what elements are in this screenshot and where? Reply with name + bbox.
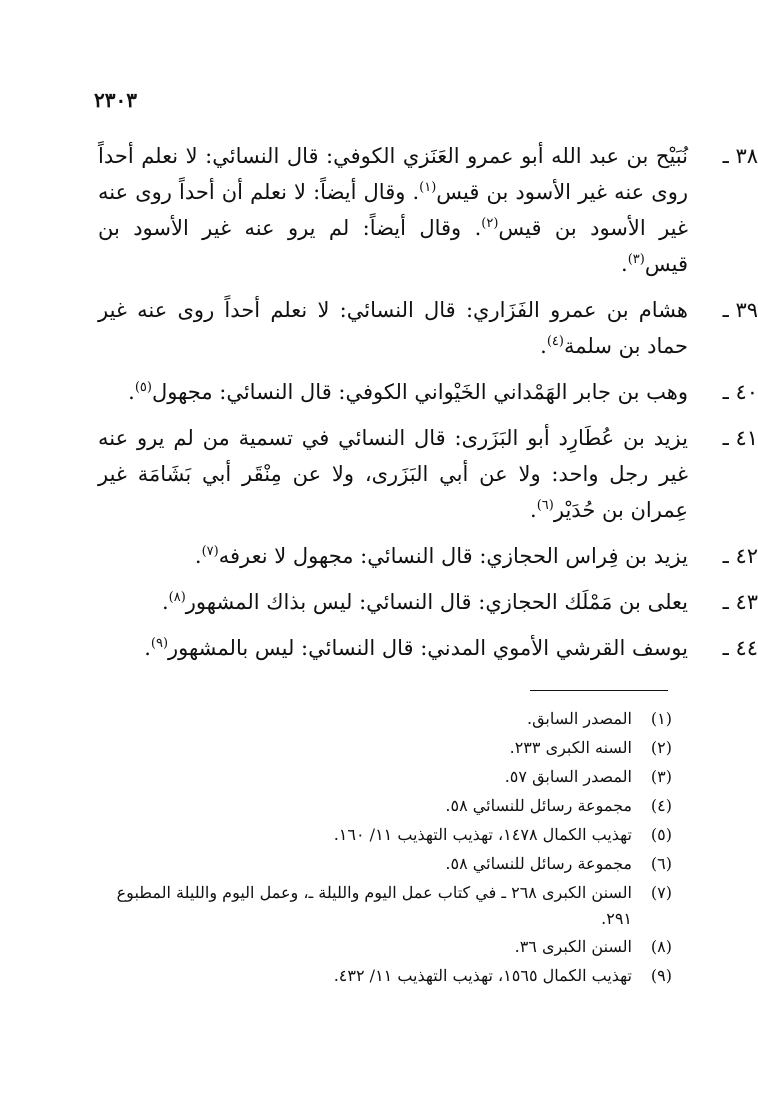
footnote-ref: (٦): [536, 498, 554, 513]
footnote-text: المصدر السابق.: [526, 709, 632, 728]
entry-text: [98, 138, 688, 282]
footnote-text: تهذيب الكمال ١٤٧٨، تهذيب التهذيب ١١/ ١٦٠.: [333, 825, 632, 844]
entry-text-segment: .: [621, 252, 628, 276]
footnote-text: تهذيب الكمال ١٥٦٥، تهذيب التهذيب ١١/ ٤٣٢.: [333, 966, 632, 985]
entry-number: ٤٣ ـ: [722, 590, 758, 614]
entry-text: [98, 630, 688, 666]
entry-text: [98, 538, 688, 574]
footnote-number: (١): [650, 709, 672, 728]
footnote-text: السنن الكبرى ٣٦.: [514, 937, 632, 956]
footnote-ref: (٤): [546, 334, 564, 349]
entry-text-segment: . وقال أيضاً: لا نعلم أن أحداً روى عنه غير الأسود بن قيس: [98, 180, 688, 240]
footnote-3: [100, 762, 672, 791]
footnotes-list: [100, 704, 672, 990]
entry-text-segment: .: [144, 636, 151, 660]
footnote-1: [100, 704, 672, 733]
entry-text-segment: يزيد بن فِراس الحجازي: قال النسائي: مجهول لا نعرفه: [218, 544, 688, 568]
footnote-number: (٨): [650, 937, 672, 956]
footnote-2: [100, 733, 672, 762]
footnote-ref: (٧): [201, 544, 219, 559]
footnote-ref: (٥): [134, 380, 152, 395]
entry-text-segment: .: [194, 544, 202, 568]
footnote-9: [100, 961, 672, 990]
entry-number: ٤٢ ـ: [722, 544, 758, 568]
entries-list: [98, 138, 758, 676]
entry-40: [98, 374, 758, 410]
entry-text: [98, 584, 688, 620]
entry-number: ٣٨ ـ: [722, 144, 758, 168]
entry-text-segment: نُبَيْح بن عبد الله أبو عمرو العَنَزي الكوفي: قال النسائي: لا نعلم أحداً روى عنه غير الأسود بن قيس: [98, 144, 688, 204]
entry-39: [98, 292, 758, 364]
footnote-5: [100, 820, 672, 849]
entry-text-segment: .: [161, 590, 169, 614]
page-number: ٢٣٠٣: [94, 88, 137, 112]
entry-text-segment: .: [530, 498, 537, 522]
entry-text-segment: وهب بن جابر الهَمْداني الخَيْواني الكوفي: قال النسائي: مجهول: [151, 380, 688, 404]
footnote-text: مجموعة رسائل للنسائي ٥٨.: [445, 854, 632, 873]
entry-text-segment: يوسف القرشي الأموي المدني: قال النسائي: ليس بالمشهور: [168, 636, 688, 660]
footnote-text: المصدر السابق ٥٧.: [504, 767, 632, 786]
footnote-ref: (٩): [150, 636, 169, 651]
entry-text-segment: يزيد بن عُطَارِد أبو البَزَرى: قال النسائي في تسمية من لم يرو عنه غير رجل واحد: ولا عن أبي البَزَرى، ولا عن مِنْقَر أبي بَشَامَة غير عِمران بن حُدَيْر: [98, 426, 688, 522]
entry-number: ٣٩ ـ: [722, 298, 758, 322]
footnote-6: [100, 849, 672, 878]
entry-text-segment: هشام بن عمرو الفَزَاري: قال النسائي: لا نعلم أحداً روى عنه غير حماد بن سلمة: [98, 298, 688, 358]
entry-number: ٤٤ ـ: [722, 636, 758, 660]
entry-text: [98, 420, 688, 528]
entry-text: [98, 374, 688, 410]
entry-text-segment: يعلى بن مَمْلَك الحجازي: قال النسائي: ليس بذاك المشهور: [185, 590, 688, 614]
footnote-text: مجموعة رسائل للنسائي ٥٨.: [445, 796, 632, 815]
footnote-ref: (٣): [627, 252, 645, 267]
footnote-ref: (٨): [168, 590, 186, 605]
footnote-number: (٥): [650, 825, 672, 844]
footnote-4: [100, 791, 672, 820]
footnote-number: (٢): [650, 738, 672, 757]
footnote-8: [100, 932, 672, 961]
entry-43: [98, 584, 758, 620]
footnote-text: السنن الكبرى ٢٦٨ ـ في كتاب عمل اليوم والليلة ـ، وعمل اليوم والليلة المطبوع ٢٩١.: [116, 883, 632, 928]
entry-number: ٤٠ ـ: [722, 380, 758, 404]
footnote-number: (٦): [650, 854, 672, 873]
footnote-7: [100, 878, 672, 932]
entry-text-segment: .: [540, 334, 547, 358]
entry-text: [98, 292, 688, 364]
entry-42: [98, 538, 758, 574]
entry-text-segment: .: [128, 380, 135, 404]
footnote-number: (٧): [650, 883, 672, 902]
footnote-number: (٩): [650, 966, 672, 985]
entry-text-segment: . وقال أيضاً: لم يرو عنه غير الأسود بن قيس: [98, 216, 688, 276]
footnote-ref: (١): [419, 180, 437, 195]
footnote-number: (٣): [650, 767, 672, 786]
entry-41: [98, 420, 758, 528]
footnote-text: السنه الكبرى ٢٣٣.: [509, 738, 632, 757]
footnote-number: (٤): [650, 796, 672, 815]
footnote-ref: (٢): [481, 216, 499, 231]
entry-number: ٤١ ـ: [722, 426, 758, 450]
entry-38: [98, 138, 758, 282]
entry-44: [98, 630, 758, 666]
footnote-separator: [530, 690, 668, 691]
